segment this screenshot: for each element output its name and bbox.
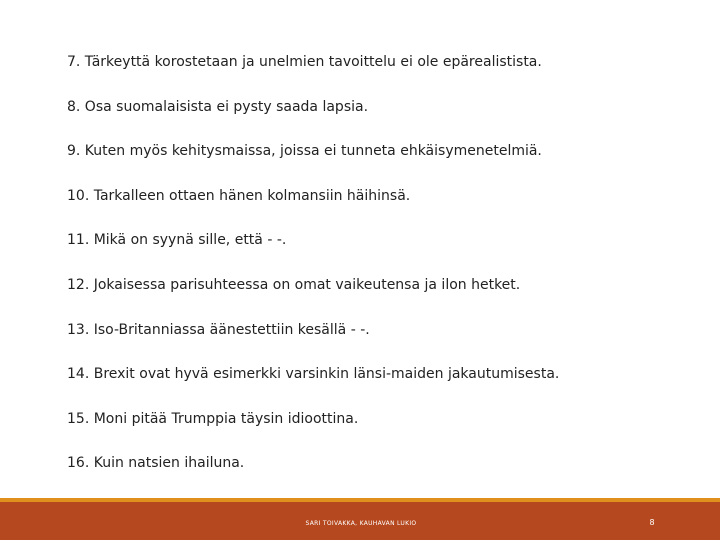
list-item: 10. Tarkalleen ottaen hänen kolmansiin häihinsä. [67,187,411,204]
list-item: 13. Iso-Britanniassa äänestettiin kesällä - -. [67,321,370,338]
list-item: 14. Brexit ovat hyvä esimerkki varsinkin länsi-maiden jakautumisesta. [67,366,560,383]
list-item: 7. Tärkeyttä korostetaan ja unelmien tavoittelu ei ole epärealistista. [67,54,542,70]
footer-author: SARI TOIVAKKA, KAUHAVAN LUKIO [305,520,417,527]
slide-content [67,52,707,498]
page-number: 8 [649,518,655,527]
list-item: 11. Mikä on syynä sille, että - -. [67,232,287,249]
list-item: 9. Kuten myös kehitysmaissa, joissa ei tunneta ehkäisymenetelmiä. [67,143,542,160]
list-item: 15. Moni pitää Trumppia täysin idioottina. [67,410,359,427]
footer [0,498,720,540]
list-item: 12. Jokaisessa parisuhteessa on omat vaikeutensa ja ilon hetket. [67,276,521,293]
list-item: 16. Kuin natsien ihailuna. [67,455,245,472]
list-item: 8. Osa suomalaisista ei pysty saada lapsia. [67,98,369,115]
